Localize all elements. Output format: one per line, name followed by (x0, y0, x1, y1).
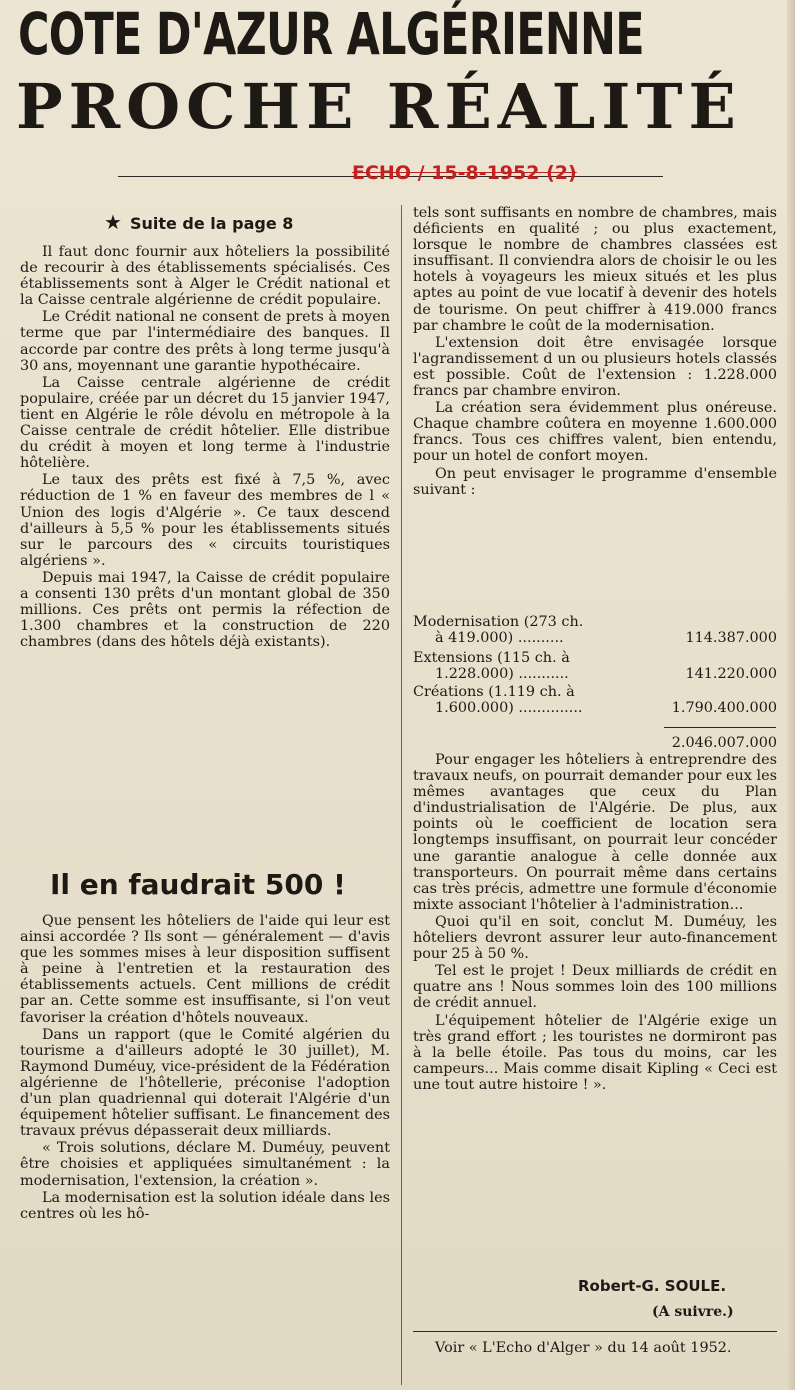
headline-line-1: COTE D'AZUR ALGÉRIENNE (18, 0, 644, 68)
paragraph: « Trois solutions, déclare M. Duméuy, peuvent être choisies et appliquées simultanément : la modernisation, l'extension, la création ». (20, 1140, 390, 1189)
program-value: 1.790.400.000 (671, 700, 777, 716)
paragraph: Depuis mai 1947, la Caisse de crédit populaire a consenti 130 prêts d'un montant global de 350 millions. Ces prêts ont permis la réfection de 1.300 chambres et la construction de 220 chambres (dans des hôtels déjà existants). (20, 569, 390, 651)
program-label-cont: 1.228.000) ........... (435, 666, 569, 682)
column-divider (401, 205, 402, 1385)
paragraph: Tel est le projet ! Deux milliards de crédit en quatre ans ! Nous sommes loin des 100 millions de crédit annuel. (413, 963, 777, 1012)
paragraph: Dans un rapport (que le Comité algérien du tourisme a d'ailleurs adopté le 30 juillet), M. Raymond Duméuy, vice-président de la Fédération algérienne de l'hôtellerie, préconise l'adoption d'un plan quadriennal qui doterait l'Algérie d'un équipement hôtelier suffisant. Le financement des travaux prévus dépasserait deux milliards. (20, 1026, 390, 1140)
program-value: 141.220.000 (685, 666, 777, 682)
source-annotation: ECHO / 15-8-1952 (2) (352, 162, 577, 184)
paragraph: Le Crédit national ne consent de prets à moyen terme que par l'intermédiaire des banques. Il accorde par contre des prêts à long terme jusqu'à 30 ans, moyennant une garantie hypothécaire. (20, 309, 390, 374)
column-left-top (20, 244, 390, 650)
program-label: Modernisation (273 ch. (413, 614, 584, 630)
star-icon: ★ (104, 210, 122, 234)
continued-text: Suite de la page 8 (129, 214, 294, 233)
subheading: Il en faudrait 500 ! (50, 868, 346, 901)
paragraph: La Caisse centrale algérienne de crédit populaire, créée par un décret du 15 janvier 1947, tient en Algérie le rôle dévolu en métropole à la Caisse centrale de crédit hôtelier. Elle distribue du crédit à moyen et long terme à l'industrie hôtelière. (20, 374, 390, 472)
paragraph: Quoi qu'il en soit, conclut M. Duméuy, les hôteliers devront assurer leur auto-financement pour 25 à 50 %. (413, 913, 777, 963)
program-label-cont: 1.600.000) .............. (435, 700, 583, 716)
paragraph: Voir « L'Echo d'Alger » du 14 août 1952. (435, 1340, 732, 1356)
program-label: Extensions (115 ch. à (413, 650, 570, 666)
author-signature: Robert-G. SOULE. (578, 1277, 727, 1295)
program-label-cont: à 419.000) .......... (435, 630, 564, 646)
paragraph: Que pensent les hôteliers de l'aide qui leur est ainsi accordée ? Ils sont — généralement — d'avis que les sommes mises à leur disposition suffisent à peine à l'entretien et la restauration des établissements actuels. Cent millions de crédit par an. Cette somme est insuffisante, si l'on veut favoriser la création d'hôtels nouveaux. (20, 913, 390, 1026)
continued-from-label (104, 210, 293, 234)
paragraph: Il faut donc fournir aux hôteliers la possibilité de recourir à des établissements spécialisés. Ces établissements sont à Alger le Crédit national et la Caisse centrale algérienne de crédit populaire. (20, 244, 390, 309)
total-rule (664, 727, 776, 729)
paragraph: La modernisation est la solution idéale dans les centres où les hô- (20, 1189, 390, 1222)
column-right-top (413, 205, 777, 498)
paragraph: L'extension doit être envisagée lorsque l'agrandissement d un ou plusieurs hotels classés est possible. Coût de l'extension : 1.228.000 francs par chambre environ. (413, 334, 777, 400)
footer-rule (413, 1331, 777, 1333)
program-label: Créations (1.119 ch. à (413, 684, 575, 700)
program-value: 114.387.000 (685, 630, 777, 646)
paragraph: tels sont suffisants en nombre de chambres, mais déficients en qualité ; ou plus exactement, lorsque le nombre de chambres classées est insuffisant. Il conviendra alors de choisir le ou les hotels à voyageurs les mieux situés et les plus aptes au point de vue locatif à devenir des hotels de tourisme. On peut chiffrer à 419.000 francs par chambre le coût de la modernisation. (413, 205, 777, 334)
paragraph: Pour engager les hôteliers à entreprendre des travaux neufs, on pourrait demander pour eux les mêmes avantages que ceux du Plan d'industrialisation de l'Algérie. De plus, aux points où le coefficient de location sera longtemps insuffisant, on pourrait leur concéder une garantie analogue à celle donnée aux transporteurs. On pourrait même dans certains cas très précis, admettre une formule d'économie mixte associant l'hôtelier à l'administration... (413, 752, 777, 913)
column-left-bottom (20, 913, 390, 1222)
headline-line-2: PROCHE RÉALITÉ (16, 70, 742, 143)
to-be-continued: (A suivre.) (652, 1304, 734, 1320)
paragraph: La création sera évidemment plus onéreuse. Chaque chambre coûtera en moyenne 1.600.000 francs. Tous ces chiffres valent, bien entendu, pour un hotel de confort moyen. (413, 400, 777, 465)
see-also-note (413, 1340, 777, 1356)
page-edge (787, 0, 795, 1390)
paragraph: L'équipement hôtelier de l'Algérie exige un très grand effort ; les touristes ne dormiront pas à la belle étoile. Pas tous du moins, car les campeurs... Mais comme disait Kipling « Ceci est une tout autre histoire ! ». (413, 1012, 777, 1093)
paragraph: Le taux des prêts est fixé à 7,5 %, avec réduction de 1 % en faveur des membres de l « Union des logis d'Algérie ». Ce taux descend d'ailleurs à 5,5 % pour les établissements situés sur le parcours des « circuits touristiques algériens ». (20, 472, 390, 569)
paragraph: On peut envisager le programme d'ensemble suivant : (413, 465, 777, 498)
program-total: 2.046.007.000 (671, 735, 777, 751)
column-right-bottom (413, 752, 777, 1093)
